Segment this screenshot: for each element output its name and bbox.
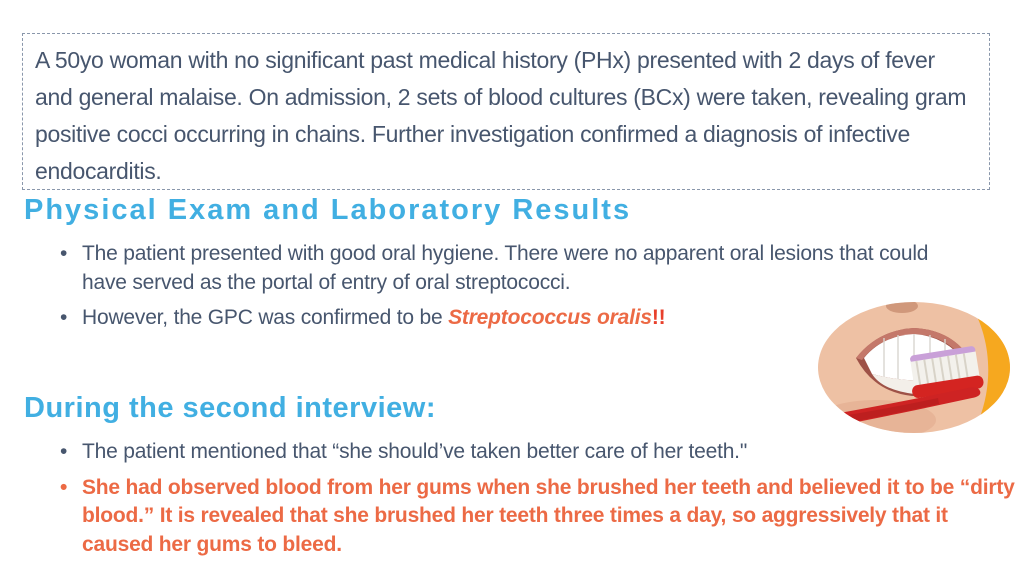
- bullet-marker: •: [60, 306, 68, 329]
- list-item: [60, 474, 1018, 560]
- mouth-toothbrush-image: [818, 302, 1010, 433]
- gpc-prefix-text: However, the GPC was confirmed to be: [82, 306, 449, 329]
- list-item: [60, 438, 1018, 467]
- case-summary-box: [22, 33, 990, 190]
- species-name-text: Streptococcus oralis: [448, 306, 652, 329]
- mouth-toothbrush-graphic: [818, 302, 1010, 433]
- bullet-marker: •: [60, 475, 68, 499]
- bleeding-gums-text: She had observed blood from her gums when she brushed her teeth and believed it to be “dirty blood.” It is revealed that she brushed her teeth three times a day, so aggressively that it caused her gums to bleed.: [82, 475, 1015, 556]
- exclamation-text: !!: [651, 306, 666, 329]
- list-item: [60, 240, 962, 297]
- case-summary-text: A 50yo woman with no significant past medical history (PHx) presented with 2 days of fever and general malaise. On admission, 2 sets of blood cultures (BCx) were taken, revealing gram positive cocci occurring in chains. Further investigation confirmed a diagnosis of infective endocarditis.: [35, 47, 967, 184]
- bullet-marker: •: [60, 242, 68, 265]
- patient-quote-text: The patient mentioned that “she should’ve taken better care of her teeth.": [82, 440, 748, 463]
- interview-heading: During the second interview:: [24, 392, 436, 424]
- oral-hygiene-text: The patient presented with good oral hygiene. There were no apparent oral lesions that could have served as the portal of entry of oral streptococci.: [82, 242, 929, 294]
- physical-exam-heading: Physical Exam and Laboratory Results: [24, 194, 632, 226]
- bullet-marker: •: [60, 440, 68, 463]
- interview-list: [60, 438, 1018, 566]
